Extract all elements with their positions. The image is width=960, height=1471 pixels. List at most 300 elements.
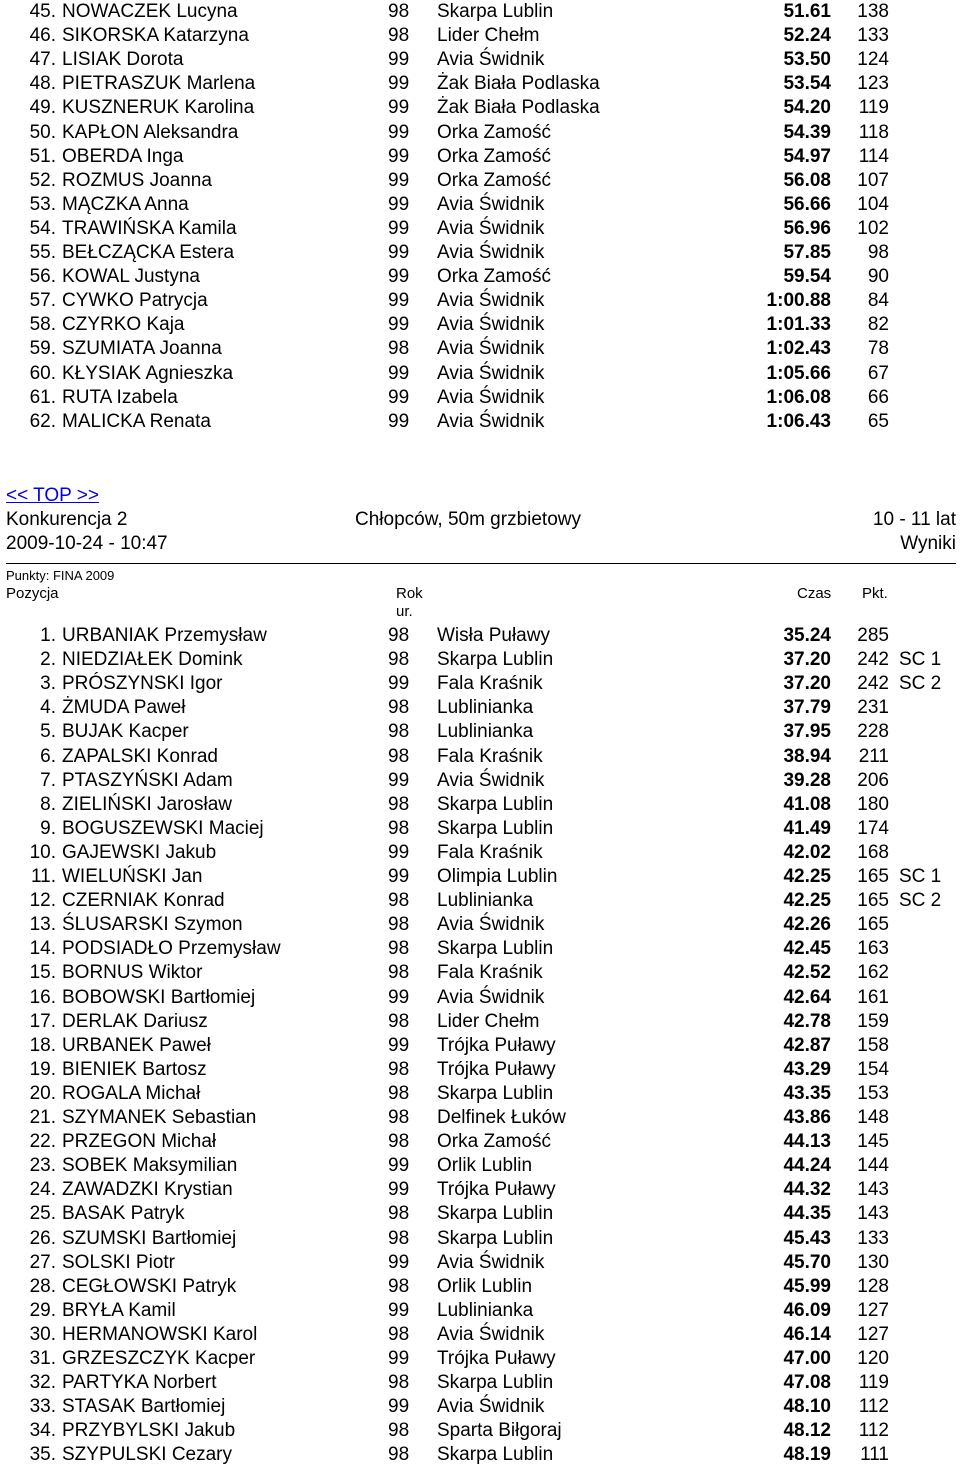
birth-year: 99 — [388, 193, 410, 215]
result-points: 127 — [857, 1323, 889, 1345]
swimmer-name: WIELUŃSKI Jan — [62, 866, 203, 887]
swimmer-name: BUJAK Kacper — [62, 721, 189, 743]
swimmer-name: NIEDZIAŁEK Domink — [62, 649, 243, 671]
result-time: 46.14 — [783, 1323, 831, 1345]
birth-year: 98 — [388, 914, 410, 936]
birth-year: 98 — [388, 697, 410, 719]
result-time: 56.08 — [783, 169, 831, 191]
result-points: 144 — [857, 1155, 889, 1177]
result-time: 43.86 — [783, 1107, 831, 1128]
result-row — [0, 1443, 960, 1467]
swimmer-name: KŁYSIAK Agnieszka — [62, 362, 234, 384]
club-name: Avia Świdnik — [437, 314, 545, 336]
result-row — [0, 696, 960, 720]
club-name: Avia Świdnik — [437, 1251, 545, 1273]
result-note: SC 1 — [899, 866, 942, 887]
result-row — [0, 289, 960, 313]
swimmer-name: HERMANOWSKI Karol — [62, 1323, 258, 1345]
birth-year: 98 — [388, 338, 410, 360]
birth-year: 98 — [388, 1372, 410, 1394]
birth-year: 98 — [388, 1323, 410, 1345]
result-position: 27. — [29, 1251, 56, 1273]
result-position: 32. — [29, 1372, 56, 1394]
club-name: Avia Świdnik — [437, 410, 545, 432]
result-points: 158 — [857, 1034, 889, 1056]
result-points: 231 — [857, 697, 889, 719]
result-row — [0, 648, 960, 672]
result-points: 66 — [867, 386, 889, 408]
club-name: Lublinianka — [437, 697, 534, 719]
result-position: 54. — [29, 217, 56, 239]
result-time: 46.09 — [783, 1299, 831, 1321]
birth-year: 99 — [388, 1299, 410, 1321]
swimmer-name: GAJEWSKI Jakub — [62, 841, 217, 863]
result-row — [0, 386, 960, 410]
result-row — [0, 241, 960, 265]
result-position: 57. — [29, 290, 56, 312]
club-name: Orka Zamość — [437, 169, 552, 191]
result-row — [0, 841, 960, 865]
result-row — [0, 217, 960, 241]
club-name: Avia Świdnik — [437, 49, 545, 71]
club-name: Skarpa Lublin — [437, 1082, 554, 1104]
swimmer-name: OBERDA Inga — [62, 145, 184, 167]
club-name: Avia Świdnik — [437, 217, 545, 239]
birth-year: 99 — [388, 1034, 410, 1056]
birth-year: 99 — [388, 410, 410, 432]
result-position: 15. — [29, 962, 56, 984]
result-points: 165 — [857, 866, 889, 887]
result-row — [0, 937, 960, 961]
swimmer-name: KAPŁON Aleksandra — [62, 121, 239, 143]
result-time: 1:00.88 — [766, 290, 831, 312]
club-name: Avia Świdnik — [437, 769, 545, 791]
swimmer-name: SIKORSKA Katarzyna — [62, 25, 249, 47]
result-row — [0, 961, 960, 985]
swimmer-name: PRZYBYLSKI Jakub — [62, 1420, 236, 1442]
result-time: 44.24 — [783, 1155, 831, 1177]
club-name: Skarpa Lublin — [437, 1227, 554, 1249]
club-name: Skarpa Lublin — [437, 1444, 554, 1466]
result-row — [0, 986, 960, 1010]
birth-year: 99 — [388, 145, 410, 167]
result-position: 23. — [29, 1155, 56, 1177]
result-points: 120 — [857, 1348, 889, 1369]
result-position: 8. — [40, 793, 56, 815]
result-row — [0, 624, 960, 648]
birth-year: 99 — [388, 242, 410, 263]
swimmer-name: ZAPALSKI Konrad — [62, 745, 218, 767]
result-time: 47.08 — [783, 1372, 831, 1394]
result-time: 53.54 — [783, 73, 831, 95]
age-group: 10 - 11 lat — [872, 509, 956, 530]
swimmer-name: BORNUS Wiktor — [62, 962, 203, 984]
result-row — [0, 865, 960, 889]
result-points: 130 — [857, 1251, 889, 1273]
result-row — [0, 1154, 960, 1178]
club-name: Avia Świdnik — [437, 290, 545, 312]
birth-year: 99 — [388, 266, 410, 288]
club-name: Lublinianka — [437, 890, 534, 912]
result-time: 56.96 — [783, 217, 831, 239]
birth-year: 98 — [388, 625, 410, 646]
result-row — [0, 313, 960, 337]
result-points: 123 — [857, 73, 889, 95]
result-row — [0, 1010, 960, 1034]
col-header-pos: Pozycja — [6, 585, 59, 602]
result-time: 42.45 — [783, 938, 831, 960]
result-position: 31. — [29, 1348, 56, 1369]
birth-year: 98 — [388, 962, 410, 984]
result-position: 19. — [29, 1058, 56, 1080]
result-points: 78 — [867, 338, 889, 360]
result-position: 21. — [29, 1107, 56, 1128]
result-points: 119 — [858, 1372, 889, 1394]
result-position: 28. — [29, 1275, 56, 1297]
swimmer-name: BIENIEK Bartosz — [62, 1058, 207, 1080]
result-position: 59. — [29, 338, 56, 360]
result-position: 61. — [29, 386, 56, 408]
result-position: 50. — [29, 121, 56, 143]
birth-year: 99 — [388, 169, 410, 191]
result-points: 98 — [867, 242, 889, 263]
club-name: Orlik Lublin — [437, 1155, 533, 1177]
club-name: Skarpa Lublin — [437, 649, 554, 671]
birth-year: 99 — [388, 673, 410, 695]
club-name: Avia Świdnik — [437, 986, 545, 1008]
result-position: 16. — [29, 986, 56, 1008]
result-points: 211 — [858, 745, 889, 767]
birth-year: 98 — [388, 1082, 410, 1104]
result-points: 242 — [857, 649, 889, 671]
result-points: 67 — [867, 362, 889, 384]
club-name: Skarpa Lublin — [437, 1, 554, 22]
result-time: 42.64 — [783, 986, 831, 1008]
results-status: Wyniki — [900, 533, 956, 554]
col-header-pts: Pkt. — [862, 585, 888, 602]
result-position: 9. — [40, 817, 56, 839]
result-position: 6. — [40, 745, 56, 767]
birth-year: 98 — [388, 1107, 410, 1128]
result-points: 114 — [858, 145, 889, 167]
result-time: 53.50 — [783, 49, 831, 71]
result-position: 45. — [29, 1, 56, 22]
club-name: Avia Świdnik — [437, 1396, 545, 1418]
club-name: Skarpa Lublin — [437, 1372, 554, 1394]
result-time: 57.85 — [783, 242, 831, 263]
result-time: 1:01.33 — [766, 314, 831, 336]
swimmer-name: PODSIADŁO Przemysław — [62, 938, 281, 960]
result-row — [0, 913, 960, 937]
result-points: 124 — [857, 49, 889, 71]
swimmer-name: KUSZNERUK Karolina — [62, 97, 255, 119]
result-position: 58. — [29, 314, 56, 336]
swimmer-name: ZAWADZKI Krystian — [62, 1179, 233, 1201]
result-row — [0, 1227, 960, 1251]
birth-year: 98 — [388, 25, 410, 47]
result-time: 47.00 — [783, 1348, 831, 1369]
result-points: 133 — [857, 1227, 889, 1249]
result-position: 20. — [29, 1082, 56, 1104]
result-position: 46. — [29, 25, 56, 47]
result-position: 34. — [29, 1420, 56, 1442]
swimmer-name: PARTYKA Norbert — [62, 1372, 217, 1394]
result-time: 1:06.08 — [766, 386, 831, 408]
swimmer-name: TRAWIŃSKA Kamila — [62, 217, 237, 239]
result-row — [0, 145, 960, 169]
club-name: Lublinianka — [437, 721, 534, 743]
result-row — [0, 1395, 960, 1419]
result-points: 127 — [857, 1299, 889, 1321]
result-position: 18. — [29, 1034, 56, 1056]
result-row — [0, 72, 960, 96]
club-name: Fala Kraśnik — [437, 962, 543, 984]
club-name: Lider Chełm — [437, 1010, 540, 1032]
birth-year: 99 — [388, 1348, 410, 1369]
swimmer-name: LISIAK Dorota — [62, 49, 184, 71]
result-position: 55. — [29, 242, 56, 263]
result-time: 41.49 — [783, 817, 831, 839]
club-name: Skarpa Lublin — [437, 938, 554, 960]
result-position: 22. — [29, 1131, 56, 1153]
event-datetime: 2009-10-24 - 10:47 — [6, 533, 168, 554]
result-row — [0, 889, 960, 913]
result-position: 7. — [40, 769, 56, 791]
result-row — [0, 48, 960, 72]
result-position: 1. — [40, 625, 56, 646]
result-time: 45.99 — [783, 1275, 831, 1297]
result-points: 162 — [857, 962, 889, 984]
result-time: 37.20 — [783, 673, 831, 695]
result-time: 59.54 — [783, 266, 831, 288]
col-header-year-2: ur. — [396, 603, 413, 620]
result-points: 133 — [857, 25, 889, 47]
result-position: 25. — [29, 1203, 56, 1225]
result-time: 54.39 — [783, 121, 831, 143]
birth-year: 99 — [388, 362, 410, 384]
swimmer-name: PRÓSZYNSKI Igor — [62, 673, 223, 695]
club-name: Avia Świdnik — [437, 193, 545, 215]
result-points: 65 — [867, 410, 889, 432]
result-position: 48. — [29, 73, 56, 95]
top-link[interactable]: << TOP >> — [6, 485, 99, 506]
swimmer-name: GRZESZCZYK Kacper — [62, 1348, 256, 1369]
swimmer-name: URBANIAK Przemysław — [62, 625, 267, 646]
result-points: 119 — [858, 97, 889, 119]
result-row — [0, 24, 960, 48]
result-points: 148 — [857, 1107, 889, 1128]
result-row — [0, 1082, 960, 1106]
result-time: 48.10 — [783, 1396, 831, 1418]
club-name: Skarpa Lublin — [437, 1203, 554, 1225]
result-time: 56.66 — [783, 193, 831, 215]
swimmer-name: RUTA Izabela — [62, 386, 178, 408]
birth-year: 98 — [388, 938, 410, 960]
birth-year: 98 — [388, 1275, 410, 1297]
birth-year: 99 — [388, 121, 410, 143]
result-time: 44.35 — [783, 1203, 831, 1225]
result-points: 163 — [857, 938, 889, 960]
result-time: 51.61 — [783, 1, 831, 22]
result-time: 42.26 — [783, 914, 831, 936]
result-points: 153 — [857, 1082, 889, 1104]
swimmer-name: CZYRKO Kaja — [62, 314, 185, 336]
swimmer-name: CZERNIAK Konrad — [62, 890, 225, 912]
result-points: 143 — [857, 1203, 889, 1225]
birth-year: 99 — [388, 290, 410, 312]
swimmer-name: PRZEGON Michał — [62, 1131, 217, 1153]
result-time: 37.79 — [783, 697, 831, 719]
result-row — [0, 1178, 960, 1202]
birth-year: 99 — [388, 1396, 410, 1418]
result-points: 112 — [858, 1396, 889, 1418]
result-row — [0, 1323, 960, 1347]
swimmer-name: MALICKA Renata — [62, 410, 211, 432]
swimmer-name: DERLAK Dariusz — [62, 1010, 208, 1032]
result-points: 228 — [857, 721, 889, 743]
club-name: Orka Zamość — [437, 1131, 552, 1153]
result-points: 165 — [857, 890, 889, 912]
club-name: Trójka Puławy — [437, 1034, 556, 1056]
result-row — [0, 410, 960, 434]
result-points: 82 — [867, 314, 889, 336]
result-position: 30. — [29, 1323, 56, 1345]
club-name: Skarpa Lublin — [437, 793, 554, 815]
result-points: 145 — [857, 1131, 889, 1153]
birth-year: 99 — [388, 1155, 410, 1177]
swimmer-name: PTASZYŃSKI Adam — [62, 769, 233, 791]
swimmer-name: CYWKO Patrycja — [62, 290, 208, 312]
result-points: 84 — [867, 290, 889, 312]
result-points: 107 — [857, 169, 889, 191]
col-header-time: Czas — [797, 585, 832, 602]
swimmer-name: ROGALA Michał — [62, 1082, 201, 1104]
swimmer-name: SZYPULSKI Cezary — [62, 1444, 232, 1466]
result-row — [0, 121, 960, 145]
result-row — [0, 745, 960, 769]
birth-year: 99 — [388, 769, 410, 791]
result-time: 54.97 — [783, 145, 831, 167]
result-position: 47. — [29, 49, 56, 71]
club-name: Sparta Biłgoraj — [437, 1420, 562, 1442]
club-name: Avia Świdnik — [437, 1323, 545, 1345]
result-points: 112 — [858, 1420, 889, 1442]
club-name: Trójka Puławy — [437, 1058, 556, 1080]
result-position: 60. — [29, 362, 56, 384]
result-position: 52. — [29, 169, 56, 191]
result-position: 14. — [29, 938, 56, 960]
club-name: Fala Kraśnik — [437, 673, 543, 695]
result-position: 33. — [29, 1396, 56, 1418]
result-position: 13. — [29, 914, 56, 936]
result-points: 118 — [858, 121, 889, 143]
result-points: 161 — [857, 986, 889, 1008]
result-points: 143 — [857, 1179, 889, 1201]
birth-year: 98 — [388, 817, 410, 839]
swimmer-name: BOBOWSKI Bartłomiej — [62, 986, 256, 1008]
club-name: Fala Kraśnik — [437, 745, 543, 767]
result-time: 1:05.66 — [766, 362, 831, 384]
swimmer-name: STASAK Bartłomiej — [62, 1396, 226, 1418]
birth-year: 98 — [388, 1444, 410, 1466]
result-row — [0, 817, 960, 841]
birth-year: 98 — [388, 1203, 410, 1225]
result-row — [0, 362, 960, 386]
result-row — [0, 1299, 960, 1323]
birth-year: 99 — [388, 841, 410, 863]
birth-year: 98 — [388, 721, 410, 743]
result-position: 4. — [40, 697, 56, 719]
result-time: 42.02 — [783, 841, 831, 863]
club-name: Lider Chełm — [437, 25, 540, 47]
result-row — [0, 337, 960, 361]
result-points: 102 — [857, 217, 889, 239]
result-row — [0, 1275, 960, 1299]
swimmer-name: ROZMUS Joanna — [62, 169, 212, 191]
result-row — [0, 1419, 960, 1443]
result-position: 53. — [29, 193, 56, 215]
result-time: 1:06.43 — [766, 410, 831, 432]
swimmer-name: BASAK Patryk — [62, 1203, 185, 1225]
result-points: 168 — [857, 841, 889, 863]
birth-year: 98 — [388, 1010, 410, 1032]
club-name: Trójka Puławy — [437, 1348, 556, 1369]
result-points: 242 — [857, 673, 889, 695]
result-time: 45.43 — [783, 1227, 831, 1249]
swimmer-name: BEŁCZĄCKA Estera — [62, 242, 235, 263]
swimmer-name: BOGUSZEWSKI Maciej — [62, 817, 264, 839]
result-time: 35.24 — [783, 625, 831, 646]
result-row — [0, 96, 960, 120]
result-time: 44.13 — [783, 1131, 831, 1153]
result-time: 41.08 — [783, 793, 831, 815]
result-position: 56. — [29, 266, 56, 288]
result-row — [0, 193, 960, 217]
club-name: Wisła Puławy — [437, 625, 550, 646]
result-position: 11. — [30, 866, 56, 887]
birth-year: 99 — [388, 49, 410, 71]
birth-year: 98 — [388, 649, 410, 671]
result-time: 43.35 — [783, 1082, 831, 1104]
birth-year: 99 — [388, 217, 410, 239]
birth-year: 99 — [388, 1251, 410, 1273]
club-name: Avia Świdnik — [437, 914, 545, 936]
result-points: 285 — [857, 625, 889, 646]
result-row — [0, 0, 960, 24]
club-name: Orlik Lublin — [437, 1275, 533, 1297]
result-position: 35. — [29, 1444, 56, 1466]
club-name: Avia Świdnik — [437, 242, 545, 263]
header-divider — [6, 563, 956, 564]
birth-year: 99 — [388, 986, 410, 1008]
result-row — [0, 1034, 960, 1058]
result-row — [0, 169, 960, 193]
result-points: 180 — [857, 793, 889, 815]
result-points: 206 — [857, 769, 889, 791]
club-name: Lublinianka — [437, 1299, 534, 1321]
club-name: Fala Kraśnik — [437, 841, 543, 863]
birth-year: 99 — [388, 314, 410, 336]
result-time: 42.87 — [783, 1034, 831, 1056]
birth-year: 98 — [388, 793, 410, 815]
result-points: 138 — [857, 1, 889, 22]
result-time: 48.19 — [783, 1444, 831, 1466]
swimmer-name: MĄCZKA Anna — [62, 193, 189, 215]
result-position: 29. — [29, 1299, 56, 1321]
club-name: Olimpia Lublin — [437, 866, 558, 887]
birth-year: 99 — [388, 97, 410, 119]
result-time: 42.25 — [783, 866, 831, 887]
